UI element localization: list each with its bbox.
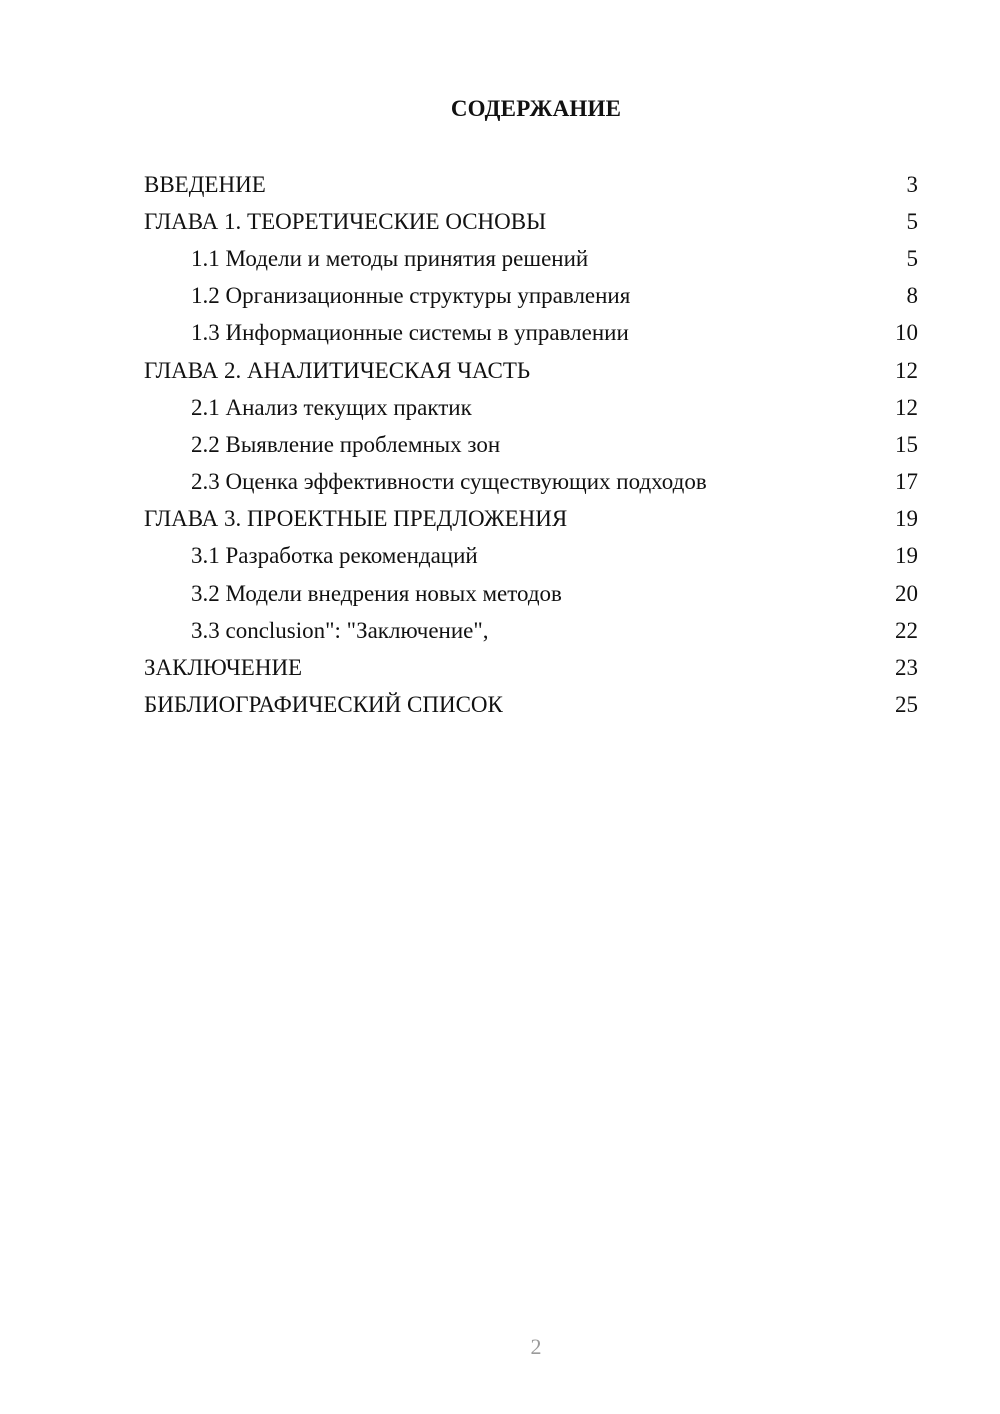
toc-entry-section-1-2[interactable] <box>144 278 918 315</box>
toc-entry-label: 3.2 Модели внедрения новых методов <box>191 580 562 606</box>
toc-entry-section-3-2[interactable] <box>144 575 918 612</box>
toc-entry-label: ЗАКЛЮЧЕНИЕ <box>144 655 303 681</box>
toc-entry-label: ГЛАВА 2. АНАЛИТИЧЕСКАЯ ЧАСТЬ <box>144 357 531 383</box>
toc-entry-label: 3.1 Разработка рекомендаций <box>191 543 478 569</box>
toc-entry-section-2-2[interactable] <box>144 426 918 463</box>
toc-entry-page: 12 <box>895 394 918 420</box>
toc-entry-label: 3.3 conclusion": "Заключение", <box>191 617 489 643</box>
toc-entry-page: 19 <box>895 543 918 569</box>
toc-entry-label: БИБЛИОГРАФИЧЕСКИЙ СПИСОК <box>144 692 503 718</box>
page-number: 2 <box>530 1334 542 1359</box>
toc-entry-label: 1.3 Информационные системы в управлении <box>191 320 629 346</box>
toc-entry-chapter-2[interactable] <box>144 352 918 389</box>
toc-entry-chapter-1[interactable] <box>144 203 918 240</box>
toc-entry-page: 22 <box>895 617 918 643</box>
toc-entry-label: ГЛАВА 3. ПРОЕКТНЫЕ ПРЕДЛОЖЕНИЯ <box>144 506 568 532</box>
toc-entry-introduction[interactable] <box>144 166 918 203</box>
toc-entry-page: 23 <box>895 655 918 681</box>
toc-entry-page: 3 <box>906 171 918 197</box>
toc-entry-label: 1.2 Организационные структуры управления <box>191 283 631 309</box>
toc-entry-conclusion[interactable] <box>144 649 918 686</box>
toc-entry-page: 8 <box>906 283 918 309</box>
toc-entry-page: 15 <box>895 431 918 457</box>
toc-title: СОДЕРЖАНИЕ <box>450 96 622 121</box>
toc-entry-label: 2.1 Анализ текущих практик <box>191 394 472 420</box>
toc-entry-label: ВВЕДЕНИЕ <box>144 171 266 197</box>
toc-entry-page: 25 <box>895 692 918 718</box>
toc-entry-page: 5 <box>906 208 918 234</box>
toc-entry-section-1-1[interactable] <box>144 240 918 277</box>
toc-entry-label: 2.3 Оценка эффективности существующих подходов <box>191 469 707 495</box>
toc-entry-chapter-3[interactable] <box>144 501 918 538</box>
toc-entry-page: 17 <box>895 469 918 495</box>
toc-entry-page: 20 <box>895 580 918 606</box>
toc-entry-section-2-3[interactable] <box>144 464 918 501</box>
toc-entry-page: 10 <box>895 320 918 346</box>
toc-entry-page: 12 <box>895 357 918 383</box>
toc-entry-section-3-3[interactable] <box>144 612 918 649</box>
toc-entry-page: 19 <box>895 506 918 532</box>
toc-entry-section-1-3[interactable] <box>144 315 918 352</box>
table-of-contents <box>144 166 918 724</box>
toc-entry-bibliography[interactable] <box>144 687 918 724</box>
toc-entry-label: ГЛАВА 1. ТЕОРЕТИЧЕСКИЕ ОСНОВЫ <box>144 208 547 234</box>
toc-entry-label: 1.1 Модели и методы принятия решений <box>191 245 589 271</box>
toc-entry-page: 5 <box>906 245 918 271</box>
toc-entry-label: 2.2 Выявление проблемных зон <box>191 431 501 457</box>
toc-entry-section-2-1[interactable] <box>144 389 918 426</box>
toc-entry-section-3-1[interactable] <box>144 538 918 575</box>
